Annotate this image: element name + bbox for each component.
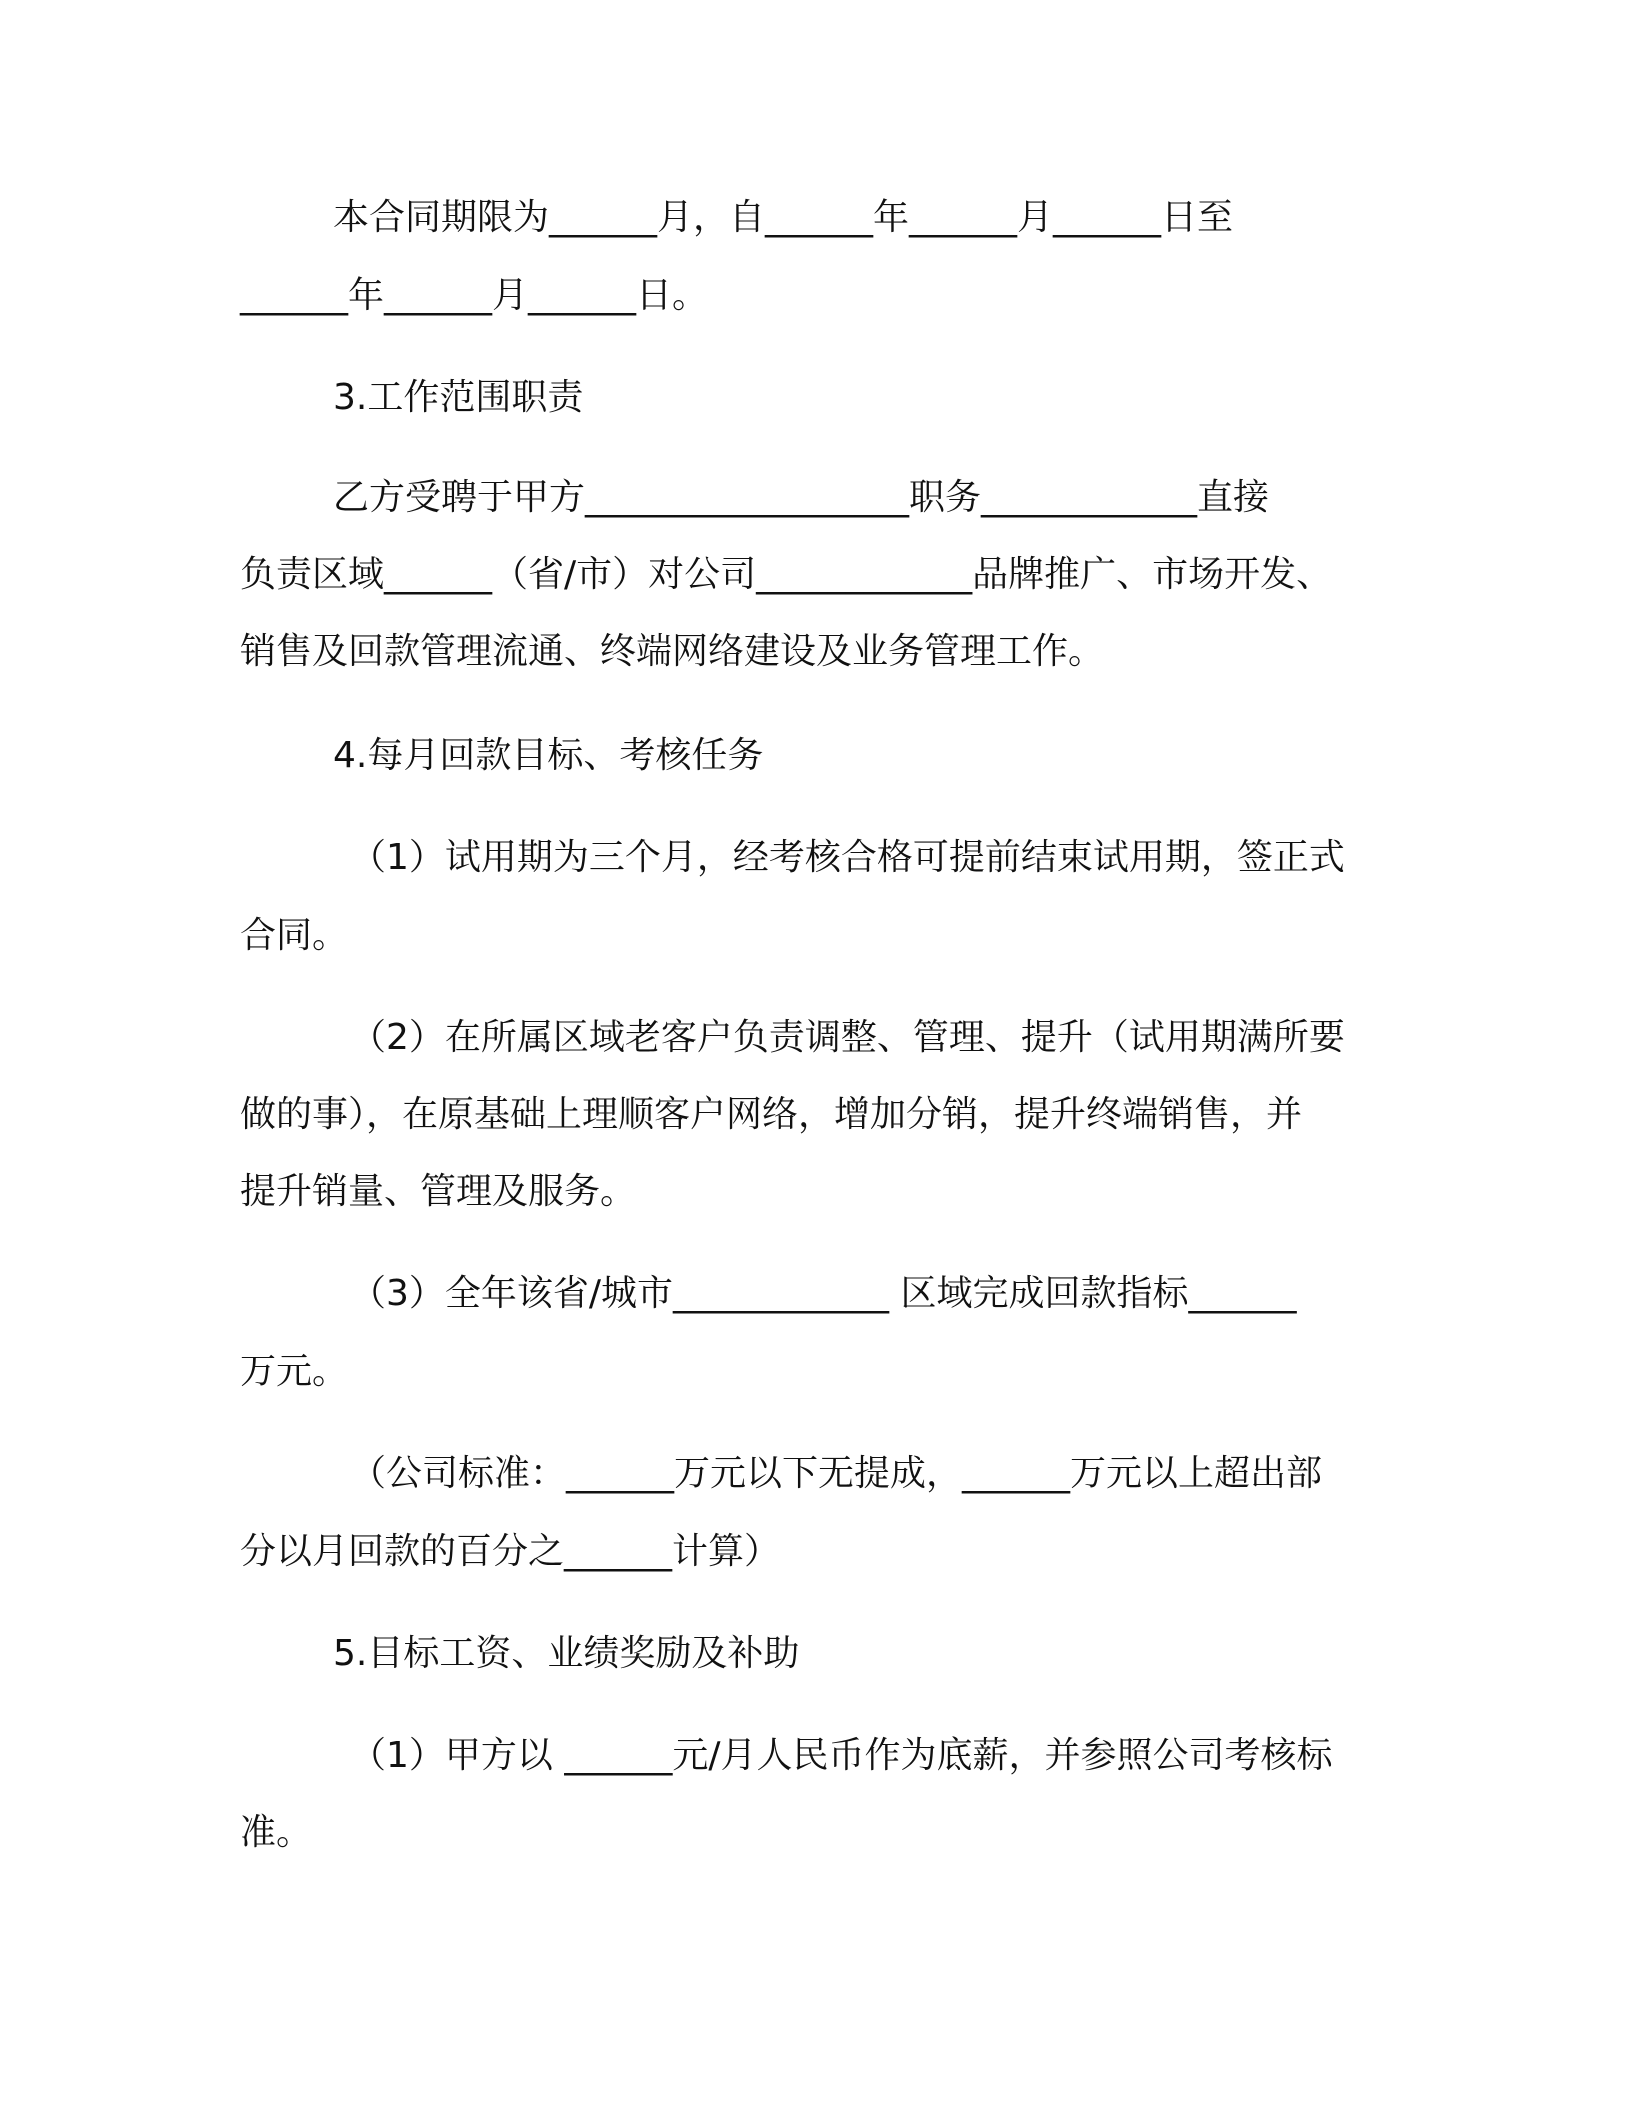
text-line: 本合同期限为______月，自______年______月______日至 bbox=[333, 197, 1234, 238]
text-line: 做的事），在原基础上理顺客户网络，增加分销，提升终端销售，并 bbox=[240, 1094, 1303, 1135]
text-line: 分以月回款的百分之______计算） bbox=[240, 1531, 781, 1572]
text-line: （公司标准：______万元以下无提成，______万元以上超出部 bbox=[350, 1453, 1323, 1494]
text-line: 提升销量、管理及服务。 bbox=[240, 1171, 637, 1212]
text-line: （1）试用期为三个月，经考核合格可提前结束试用期，签正式 bbox=[350, 837, 1345, 878]
section-heading: 3.工作范围职责 bbox=[333, 377, 584, 418]
section-heading: 4.每月回款目标、考核任务 bbox=[333, 735, 764, 776]
text-line: （3）全年该省/城市____________ 区域完成回款指标______ bbox=[350, 1273, 1297, 1314]
text-line: （2）在所属区域老客户负责调整、管理、提升（试用期满所要 bbox=[350, 1017, 1345, 1058]
section-heading: 5.目标工资、业绩奖励及补助 bbox=[333, 1633, 800, 1674]
text-line: 销售及回款管理流通、终端网络建设及业务管理工作。 bbox=[240, 631, 1105, 672]
text-line: 负责区域______（省/市）对公司____________品牌推广、市场开发、 bbox=[240, 554, 1333, 595]
text-line: （1）甲方以 ______元/月人民币作为底薪，并参照公司考核标 bbox=[350, 1735, 1333, 1776]
text-line: 万元。 bbox=[240, 1351, 349, 1392]
text-line: ______年______月______日。 bbox=[240, 275, 709, 316]
text-line: 准。 bbox=[240, 1812, 313, 1853]
text-line: 乙方受聘于甲方__________________职务____________直接 bbox=[333, 477, 1270, 518]
text-line: 合同。 bbox=[240, 915, 349, 956]
